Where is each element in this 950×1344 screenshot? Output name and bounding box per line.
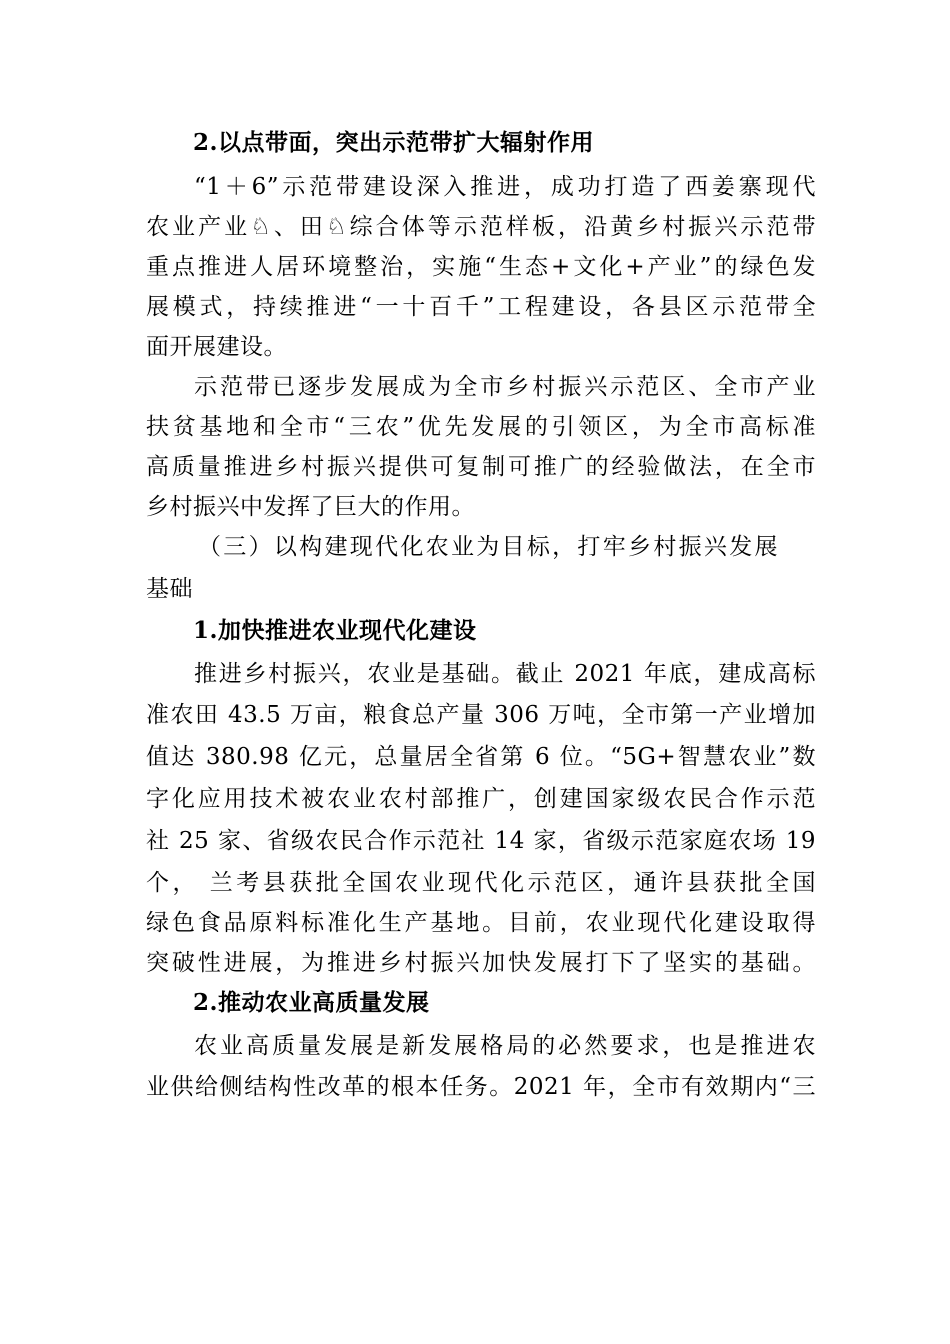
paragraph-line: 字化应用技术被农业农村部推广，创建国家级农民合作示范 [146, 786, 816, 812]
paragraph-line: 绿色食品原料标准化生产基地。目前，农业现代化建设取得 [146, 910, 816, 936]
section-heading-demo-belt: 2.以点带面，突出示范带扩大辐射作用 [193, 129, 595, 156]
paragraph-line: 展模式，持续推进“一十百千”工程建设，各县区示范带全 [146, 294, 816, 320]
paragraph-line: 农业高质量发展是新发展格局的必然要求，也是推进农 [194, 1033, 816, 1059]
paragraph-line: 示范带已逐步发展成为全市乡村振兴示范区、全市产业 [194, 374, 816, 400]
paragraph-line: 值达 380.98 亿元，总量居全省第 6 位。“5G+智慧农业”数 [146, 744, 816, 770]
section-three-heading-line: （三）以构建现代化农业为目标，打牢乡村振兴发展 [198, 534, 778, 560]
paragraph-line: 面开展建设。 [146, 334, 287, 360]
section-heading-modernization: 1.加快推进农业现代化建设 [193, 617, 477, 644]
paragraph-line: 推进乡村振兴，农业是基础。截止 2021 年底，建成高标 [194, 661, 816, 687]
paragraph-line: 重点推进人居环境整治，实施“生态+文化+产业”的绿色发 [146, 254, 816, 280]
paragraph-line: 准农田 43.5 万亩，粮食总产量 306 万吨，全市第一产业增加 [146, 702, 816, 728]
paragraph-line: 社 25 家、省级农民合作示范社 14 家，省级示范家庭农场 19 [146, 828, 816, 854]
section-three-heading-line: 基础 [146, 576, 193, 602]
paragraph-line: 突破性进展，为推进乡村振兴加快发展打下了坚实的基础。 [146, 950, 816, 976]
paragraph-line: 扶贫基地和全市“三农”优先发展的引领区，为全市高标准 [146, 414, 816, 440]
paragraph-line: 业供给侧结构性改革的根本任务。2021 年，全市有效期内“三 [146, 1074, 816, 1100]
paragraph-line: 乡村振兴中发挥了巨大的作用。 [146, 494, 475, 520]
section-heading-high-quality: 2.推动农业高质量发展 [193, 989, 430, 1016]
paragraph-line: “1＋6”示范带建设深入推进，成功打造了西姜寨现代 [194, 174, 816, 200]
paragraph-line: 农业产业♘、田♘综合体等示范样板，沿黄乡村振兴示范带 [146, 214, 816, 240]
paragraph-line: 高质量推进乡村振兴提供可复制可推广的经验做法，在全市 [146, 454, 816, 480]
paragraph-line: 个， 兰考县获批全国农业现代化示范区，通许县获批全国 [146, 870, 816, 896]
